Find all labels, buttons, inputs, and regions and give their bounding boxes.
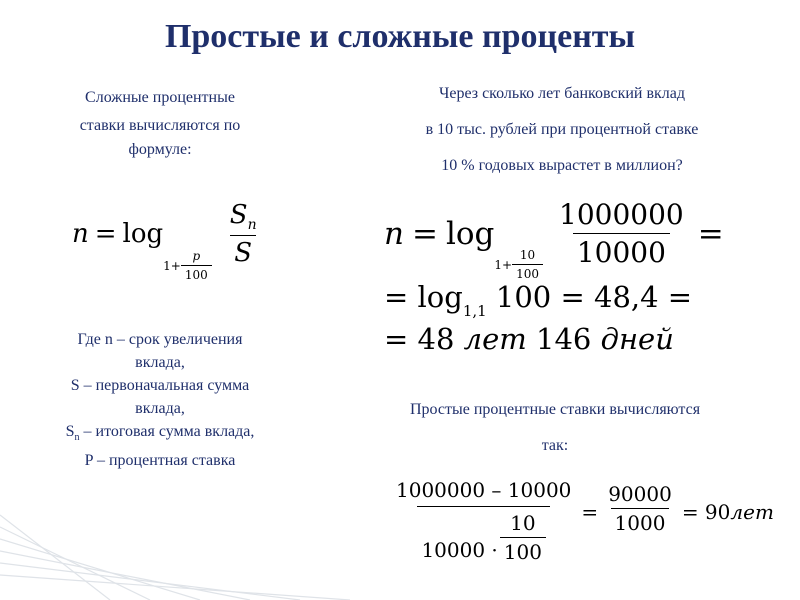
question-line-2: в 10 тыс. рублей при процентной ставке <box>425 121 699 138</box>
legend-line-5: P – процентная ставка <box>84 452 236 470</box>
eq2-base: 1,1 <box>462 302 487 320</box>
legend-line-sn <box>40 420 280 449</box>
equation-line-3 <box>384 322 674 356</box>
simple-frac2-den: 1000 <box>611 508 670 535</box>
intro-line-3: формуле: <box>128 141 192 158</box>
eq1-fraction <box>555 198 688 269</box>
log-base-den: 100 <box>181 265 212 282</box>
legend-line-3: S – первоначальная сумма <box>70 377 250 394</box>
compound-intro <box>40 86 280 162</box>
simple-line-2: так: <box>541 437 569 454</box>
formula-num-sub: n <box>247 217 257 234</box>
eq1-base-fraction <box>512 248 543 281</box>
legend-sn-sub: n <box>74 432 80 444</box>
eq3-prefix: = 48 <box>384 322 464 356</box>
eq1-num: 1000000 <box>559 198 684 231</box>
simple-num: 1000000 – 10000 <box>396 478 572 502</box>
formula-num-s: S <box>229 200 248 230</box>
legend-sn-rest: – итоговая сумма вклада, <box>79 423 255 440</box>
eq1-base-num: 10 <box>519 248 536 262</box>
simple-den-frac-den: 100 <box>500 537 546 564</box>
compound-formula <box>72 200 261 283</box>
simple-formula <box>392 478 774 564</box>
variable-legend <box>40 328 280 472</box>
page-title: Простые и сложные проценты <box>164 18 636 55</box>
eq1-base-den: 100 <box>512 264 543 281</box>
formula-den: S <box>230 235 256 268</box>
simple-fraction-1 <box>392 478 575 564</box>
eq1-log-base <box>494 248 543 281</box>
legend-line-2: вклада, <box>135 354 185 371</box>
question-line-1: Через сколько лет банковский вклад <box>438 85 686 102</box>
simple-fraction-2 <box>604 482 676 535</box>
equation-line-2 <box>384 280 693 320</box>
simple-eq: = <box>581 500 599 524</box>
eq1-den: 10000 <box>573 233 670 269</box>
question-line-3: 10 % годовых вырастет в миллион? <box>441 157 683 174</box>
eq2-log: = log <box>384 280 463 314</box>
log-base-one: 1+ <box>163 258 181 273</box>
eq1-n: n <box>384 215 404 252</box>
equation-line-1 <box>384 198 724 281</box>
formula-fraction <box>226 200 261 268</box>
formula-log-base <box>163 249 212 282</box>
simple-line-1: Простые процентные ставки вычисляются <box>409 401 701 418</box>
legend-sn-s: S <box>65 423 75 440</box>
simple-den-left: 10000 · <box>421 537 498 562</box>
simple-eq2: = 90 <box>681 500 731 524</box>
eq3-days: дней <box>600 322 674 356</box>
simple-unit: лет <box>730 500 774 524</box>
log-base-num: p <box>192 249 201 264</box>
simple-intro <box>350 392 760 464</box>
simple-den-fraction <box>500 511 546 564</box>
legend-line-4: вклада, <box>135 400 185 417</box>
simple-frac2-num: 90000 <box>608 482 672 506</box>
eq1-trail: = <box>697 215 724 252</box>
formula-eq: = <box>94 219 117 250</box>
simple-den-frac-num: 10 <box>510 511 536 535</box>
formula-n: n <box>72 219 89 250</box>
eq1-log: log <box>445 215 495 252</box>
formula-log: log <box>122 219 164 250</box>
intro-line-2: ставки вычисляются по <box>79 117 241 134</box>
question-text <box>372 76 752 184</box>
decorative-corner-lines <box>0 505 360 600</box>
simple-den <box>417 506 550 564</box>
eq1-base-one: 1+ <box>494 257 513 272</box>
eq3-years: лет <box>463 322 527 356</box>
intro-line-1: Сложные процентные <box>85 89 235 106</box>
eq1-eq: = <box>411 215 438 252</box>
eq3-mid: 146 <box>526 322 601 356</box>
eq2-rest: 100 = 48,4 = <box>486 280 693 314</box>
formula-num <box>226 200 261 235</box>
log-base-fraction <box>181 249 212 282</box>
legend-line-1: Где n – срок увеличения <box>77 331 243 348</box>
